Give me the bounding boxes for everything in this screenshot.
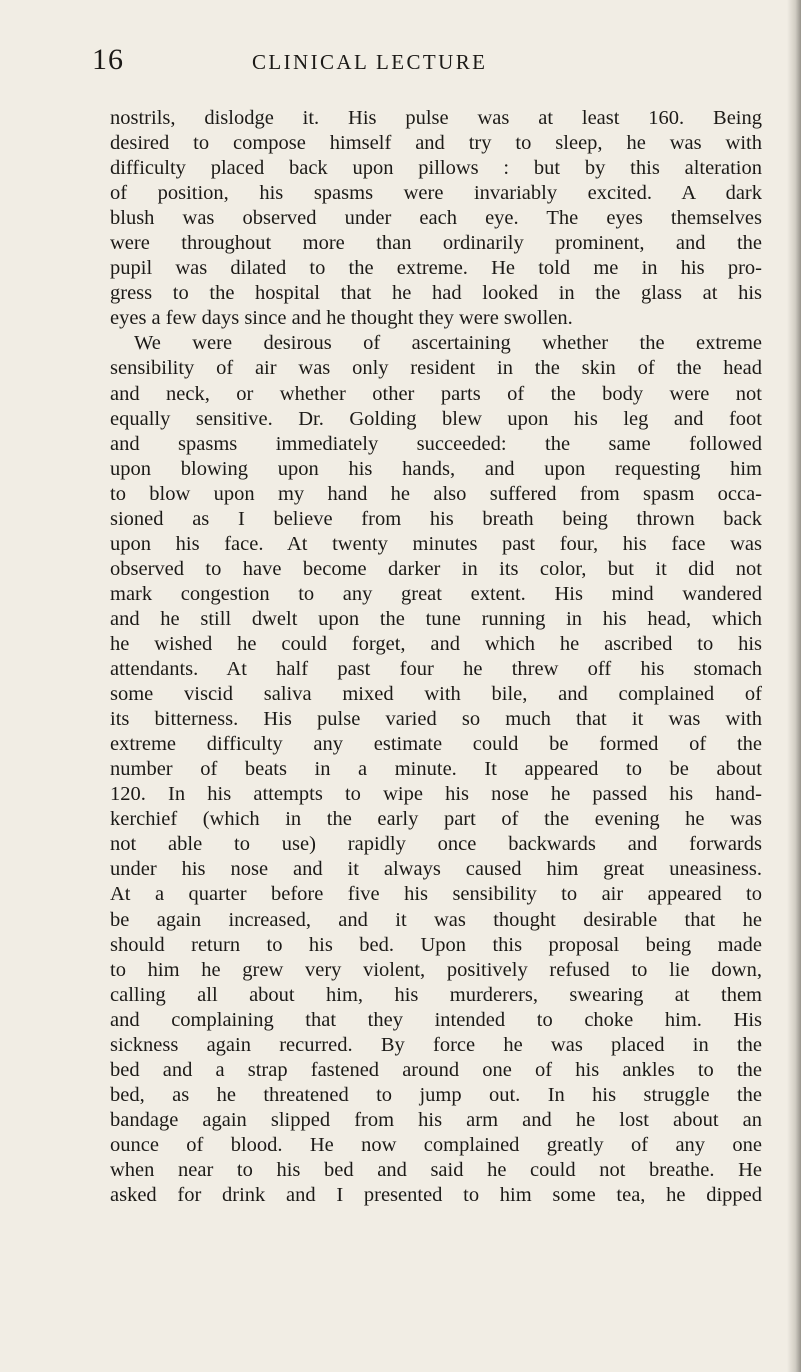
- text-line: At a quarter before five his sensibility to air appeared to: [110, 883, 762, 906]
- text-line: 120. In his attempts to wipe his nose he passed his hand-: [110, 783, 762, 806]
- text-line: some viscid saliva mixed with bile, and complained of: [110, 683, 762, 706]
- text-line: attendants. At half past four he threw off his stomach: [110, 658, 762, 681]
- text-line: kerchief (which in the early part of the evening he was: [110, 808, 762, 831]
- text-line: and spasms immediately succeeded: the same followed: [110, 432, 762, 455]
- text-line: bed, as he threatened to jump out. In his struggle the: [110, 1083, 762, 1106]
- text-line: be again increased, and it was thought desirable that he: [110, 908, 762, 931]
- page-edge-shadow: [787, 0, 801, 1372]
- text-line: mark congestion to any great extent. His mind wandered: [110, 582, 762, 605]
- text-line: eyes a few days since and he thought they were swollen.: [110, 307, 573, 330]
- page-number: 16: [92, 43, 124, 76]
- text-line: We were desirous of ascertaining whether the extreme: [134, 332, 762, 355]
- text-line: asked for drink and I presented to him some tea, he dipped: [110, 1184, 762, 1207]
- text-line: extreme difficulty any estimate could be formed of the: [110, 733, 762, 756]
- text-line: calling all about him, his murderers, swearing at them: [110, 983, 762, 1006]
- text-line: equally sensitive. Dr. Golding blew upon his leg and foot: [110, 407, 762, 430]
- text-line: and neck, or whether other parts of the body were not: [110, 382, 762, 405]
- text-line: gress to the hospital that he had looked in the glass at his: [110, 282, 762, 305]
- text-line: when near to his bed and said he could not breathe. He: [110, 1158, 762, 1181]
- text-line: were throughout more than ordinarily prominent, and the: [110, 232, 762, 255]
- text-line: sensibility of air was only resident in the skin of the head: [110, 357, 762, 380]
- text-line: bed and a strap fastened around one of his ankles to the: [110, 1058, 762, 1081]
- text-line: its bitterness. His pulse varied so much that it was with: [110, 708, 762, 731]
- text-line: and complaining that they intended to choke him. His: [110, 1008, 762, 1031]
- text-line: blush was observed under each eye. The eyes themselves: [110, 207, 762, 230]
- text-line: number of beats in a minute. It appeared to be about: [110, 758, 762, 781]
- text-line: and he still dwelt upon the tune running in his head, which: [110, 607, 762, 630]
- text-line: under his nose and it always caused him great uneasiness.: [110, 858, 762, 881]
- text-line: pupil was dilated to the extreme. He told me in his pro-: [110, 257, 762, 280]
- text-line: upon his face. At twenty minutes past four, his face was: [110, 532, 762, 555]
- text-line: observed to have become darker in its color, but it did not: [110, 557, 762, 580]
- text-line: nostrils, dislodge it. His pulse was at least 160. Being: [110, 107, 762, 129]
- text-line: bandage again slipped from his arm and he lost about an: [110, 1108, 762, 1131]
- text-line: to blow upon my hand he also suffered from spasm occa-: [110, 482, 762, 505]
- text-line: difficulty placed back upon pillows : but by this alteration: [110, 157, 762, 180]
- text-line: to him he grew very violent, positively refused to lie down,: [110, 958, 762, 981]
- body-text: [110, 106, 762, 1208]
- text-line: not able to use) rapidly once backwards and forwards: [110, 833, 762, 856]
- text-line: should return to his bed. Upon this proposal being made: [110, 933, 762, 956]
- page-header: [0, 40, 801, 80]
- text-line: upon blowing upon his hands, and upon requesting him: [110, 457, 762, 480]
- text-line: sioned as I believe from his breath being thrown back: [110, 507, 762, 530]
- text-line: sickness again recurred. By force he was placed in the: [110, 1033, 762, 1056]
- text-line: of position, his spasms were invariably excited. A dark: [110, 182, 762, 205]
- text-line: he wished he could forget, and which he ascribed to his: [110, 632, 762, 655]
- text-line: desired to compose himself and try to sleep, he was with: [110, 132, 762, 155]
- text-line: ounce of blood. He now complained greatly of any one: [110, 1133, 762, 1156]
- running-head: CLINICAL LECTURE: [252, 50, 488, 74]
